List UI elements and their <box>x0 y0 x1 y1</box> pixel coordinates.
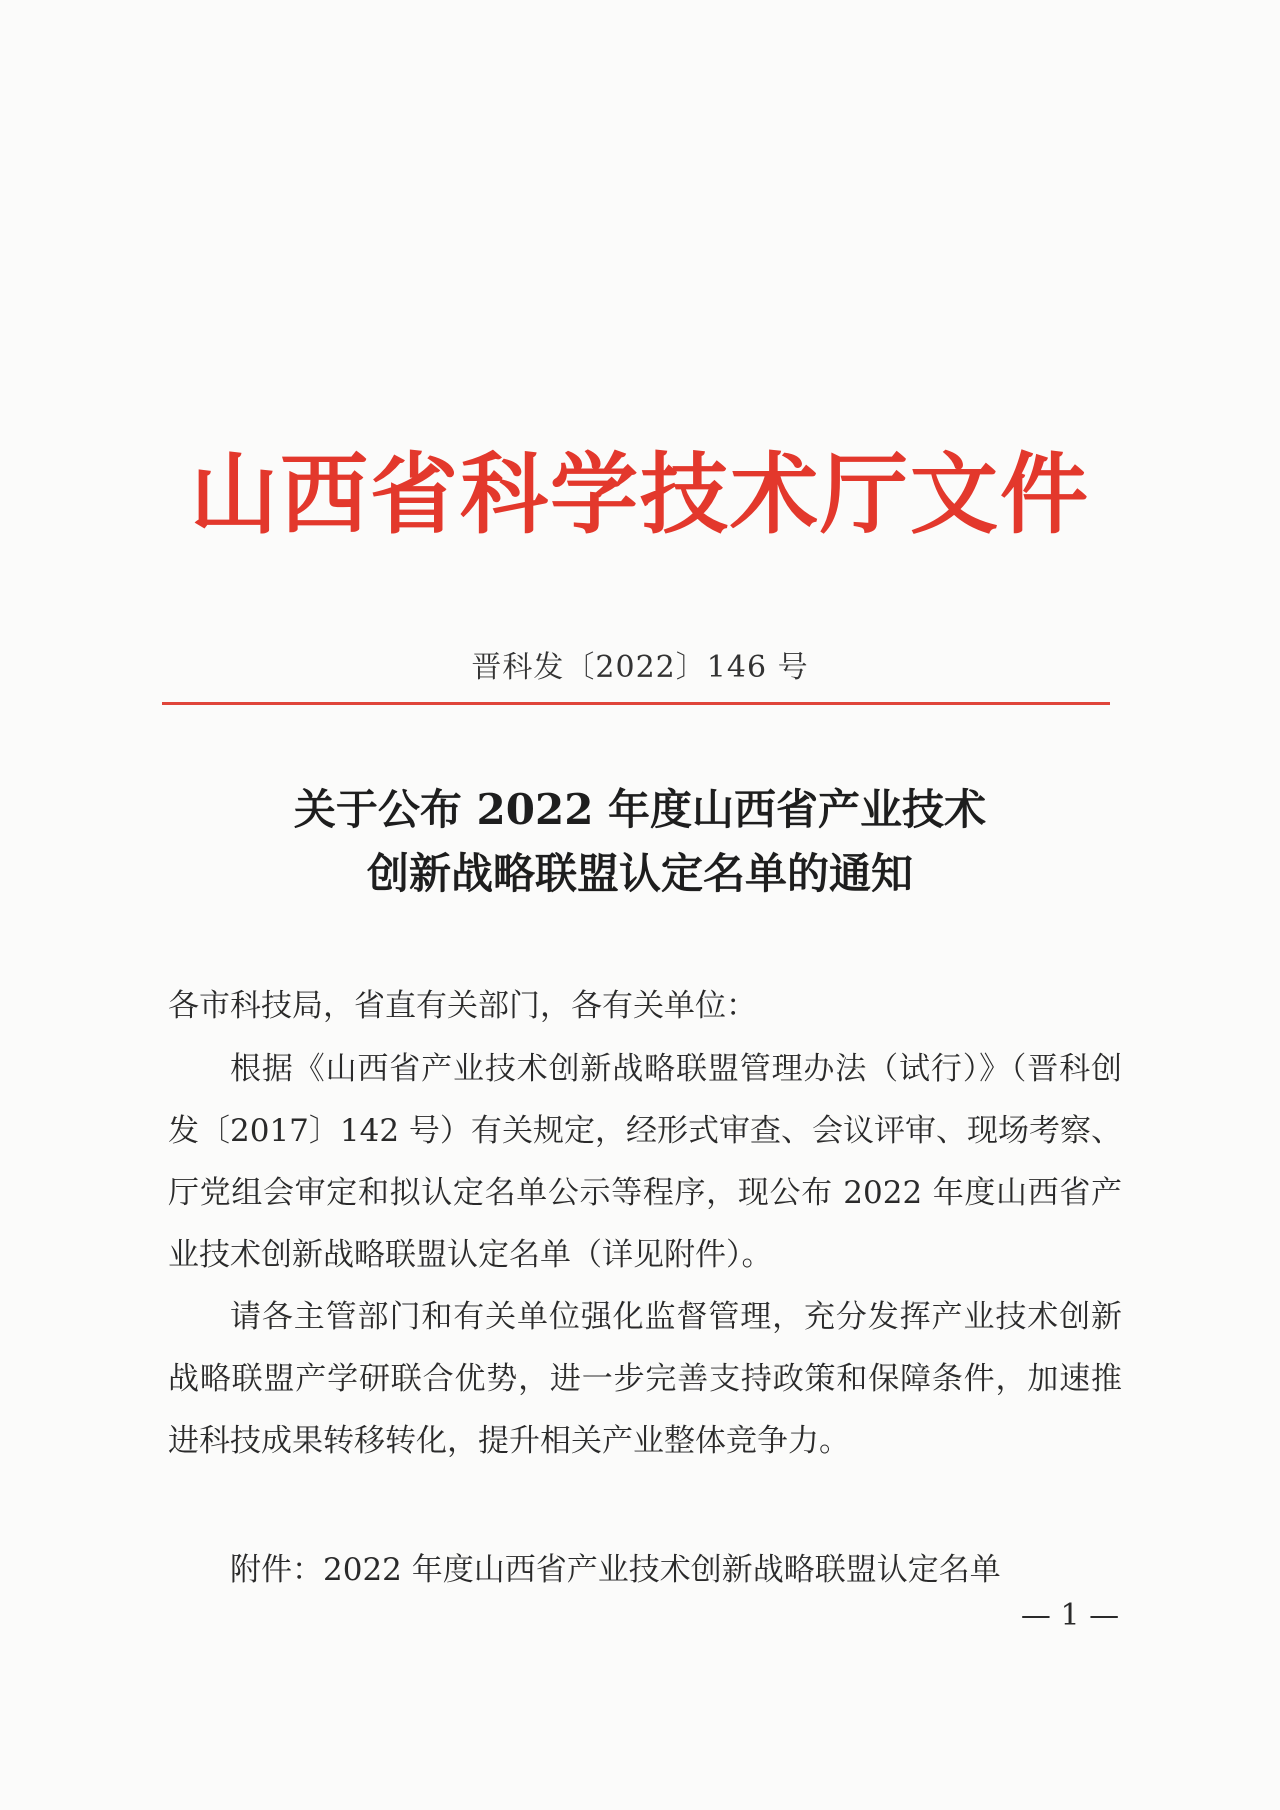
page-number: — 1 — <box>1020 1598 1120 1633</box>
notice-title-line-2: 创新战略联盟认定名单的通知 <box>366 849 913 898</box>
red-divider-line <box>162 702 1110 705</box>
attachment-note: 附件：2022 年度山西省产业技术创新战略联盟认定名单 <box>230 1552 1001 1588</box>
document-number: 晋科发〔2022〕146 号 <box>471 650 809 685</box>
salutation: 各市科技局，省直有关部门，各有关单位： <box>168 988 757 1024</box>
body-paragraph-1: 根据《山西省产业技术创新战略联盟管理办法（试行）》（晋科创发〔2017〕142 号）有关规定，经形式审查、会议评审、现场考察、厅党组会审定和拟认定名单公示等程序，现公布 2022 年度山西省产业技术创新战略联盟认定名单（详见附件）。 <box>168 1051 1122 1273</box>
notice-title <box>0 778 1280 906</box>
body-paragraph-2: 请各主管部门和有关单位强化监督管理，充分发挥产业技术创新战略联盟产学研联合优势，进一步完善支持政策和保障条件，加速推进科技成果转移转化，提升相关产业整体竞争力。 <box>168 1299 1122 1459</box>
notice-title-line-1: 关于公布 2022 年度山西省产业技术 <box>293 785 987 834</box>
issuing-authority-title: 山西省科学技术厅文件 <box>189 442 1090 546</box>
